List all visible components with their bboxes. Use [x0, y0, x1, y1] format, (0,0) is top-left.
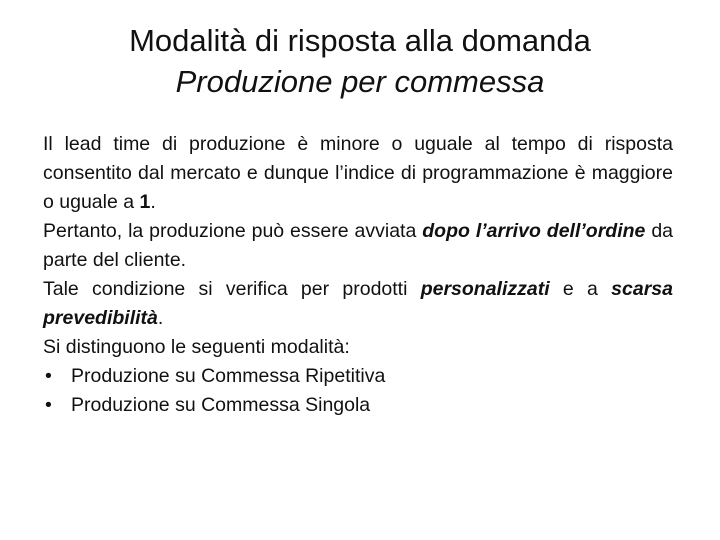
modalities-list — [43, 362, 673, 420]
emphasis-personalized: personalizzati — [420, 278, 550, 300]
paragraph-production-start-text: Pertanto, la produzione può essere avviata — [43, 220, 423, 242]
list-item — [43, 362, 673, 391]
emphasis-low-predictability: scarsa prevedibilità — [43, 278, 673, 329]
slide-body — [43, 130, 673, 420]
paragraph-modalities-intro: Si distinguono le seguenti modalità: — [43, 336, 350, 358]
paragraph-condition-text: Tale condizione si verifica per prodotti — [43, 278, 421, 300]
paragraph-lead-time-text: Il lead time di produzione è minore o uguale al tempo di risposta consentito dal mercato e dunque l’indice di programmazione è maggiore o uguale a — [43, 133, 673, 213]
bullet-icon: • — [45, 365, 52, 387]
title-line-1: Modalità di risposta alla domanda — [129, 23, 591, 58]
paragraph-production-start-end: da parte del cliente. — [43, 220, 674, 271]
paragraph-condition-middle: e a — [549, 278, 612, 300]
list-item-label: Produzione su Commessa Ripetitiva — [71, 365, 386, 387]
paragraph-condition-end: . — [157, 307, 164, 329]
list-item-label: Produzione su Commessa Singola — [71, 394, 371, 416]
paragraph-condition — [43, 275, 673, 333]
emphasis-after-order: dopo l’arrivo dell’ordine — [422, 220, 646, 242]
slide-title — [0, 20, 720, 102]
paragraph-lead-time-end: . — [150, 191, 156, 213]
paragraph-lead-time — [43, 130, 673, 217]
bullet-icon: • — [45, 394, 52, 416]
title-line-2: Produzione per commessa — [175, 64, 545, 99]
paragraph-production-start — [43, 217, 673, 275]
list-item — [43, 391, 673, 420]
programming-index-value: 1 — [139, 191, 151, 213]
